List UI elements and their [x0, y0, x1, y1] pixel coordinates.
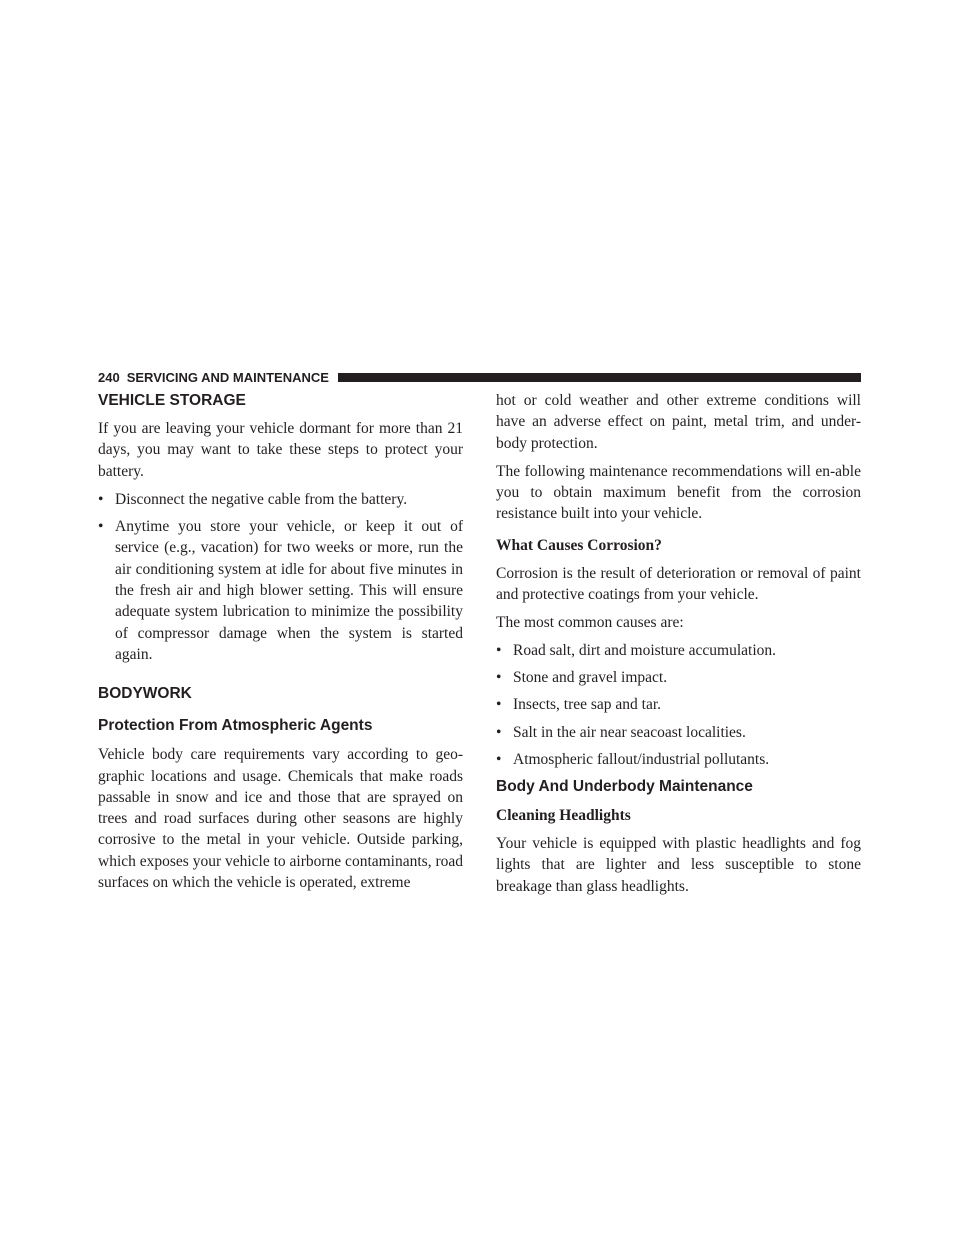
- causes-bullet-list: [496, 640, 861, 770]
- list-item-text: Stone and gravel impact.: [513, 668, 668, 686]
- list-item-text: Disconnect the negative cable from the battery.: [115, 490, 408, 508]
- bodywork-heading: BODYWORK: [98, 685, 192, 703]
- what-causes-paragraph: Corrosion is the result of deterioration or removal of paint and protective coatings from your vehicle.: [496, 564, 861, 604]
- bullet-icon: •: [496, 641, 502, 659]
- list-item: [496, 694, 861, 715]
- list-item-text: Insects, tree sap and tar.: [513, 696, 662, 714]
- protection-paragraph: Vehicle body care requirements vary according to geo-graphic locations and usage. Chemicals that make roads passable in snow and ice and those that are sprayed on trees and road surfaces during other seasons are highly corrosive to the metal in your vehicle. Outside parking, which exposes your vehicle to airborne contaminants, road surfaces on which the vehicle is operated, extreme: [98, 746, 463, 892]
- continued-paragraph: hot or cold weather and other extreme conditions will have an adverse effect on paint, metal trim, and under-body protection.: [496, 392, 861, 452]
- what-causes-heading: What Causes Corrosion?: [496, 536, 662, 554]
- page-header: [98, 369, 861, 385]
- list-item: [496, 749, 861, 770]
- bullet-icon: •: [98, 490, 104, 508]
- cleaning-headlights-paragraph: Your vehicle is equipped with plastic headlights and fog lights that are lighter and less susceptible to stone breakage than glass headlights.: [496, 835, 861, 895]
- storage-bullet-list: [98, 489, 463, 665]
- list-item: [496, 667, 861, 688]
- bullet-icon: •: [496, 750, 502, 768]
- underbody-heading: Body And Underbody Maintenance: [496, 778, 753, 796]
- list-item-text: Salt in the air near seacoast localities.: [513, 723, 746, 741]
- page-number: 240: [98, 369, 120, 385]
- protection-heading: Protection From Atmospheric Agents: [98, 717, 373, 735]
- left-column: [98, 390, 463, 893]
- list-item-text: Atmospheric fallout/industrial pollutants.: [513, 750, 770, 768]
- list-item: [496, 640, 861, 661]
- header-rule: [338, 373, 861, 382]
- list-item: [496, 722, 861, 743]
- section-title: SERVICING AND MAINTENANCE: [126, 369, 329, 385]
- vehicle-storage-heading: VEHICLE STORAGE: [98, 392, 246, 409]
- list-item-text: Road salt, dirt and moisture accumulation.: [513, 641, 777, 659]
- bullet-icon: •: [496, 668, 502, 686]
- recommendations-paragraph: The following maintenance recommendations will en-able you to obtain maximum benefit from the corrosion resistance built into your vehicle.: [496, 462, 861, 523]
- right-column: [496, 390, 861, 897]
- list-item-text: Anytime you store your vehicle, or keep it out of service (e.g., vacation) for two weeks or more, run the air conditioning system at idle for about five minutes in the fresh air and high blower setting. This will ensure adequate system lubrication to minimize the possibility of compressor damage when the system is started again.: [115, 518, 463, 663]
- common-causes-intro: The most common causes are:: [496, 614, 684, 632]
- cleaning-headlights-heading: Cleaning Headlights: [496, 807, 631, 825]
- bullet-icon: •: [496, 696, 502, 714]
- list-item: [98, 516, 463, 665]
- vehicle-storage-intro: If you are leaving your vehicle dormant for more than 21 days, you may want to take these steps to protect your battery.: [98, 420, 463, 480]
- bullet-icon: •: [98, 518, 104, 536]
- bullet-icon: •: [496, 723, 502, 741]
- list-item: [98, 489, 463, 510]
